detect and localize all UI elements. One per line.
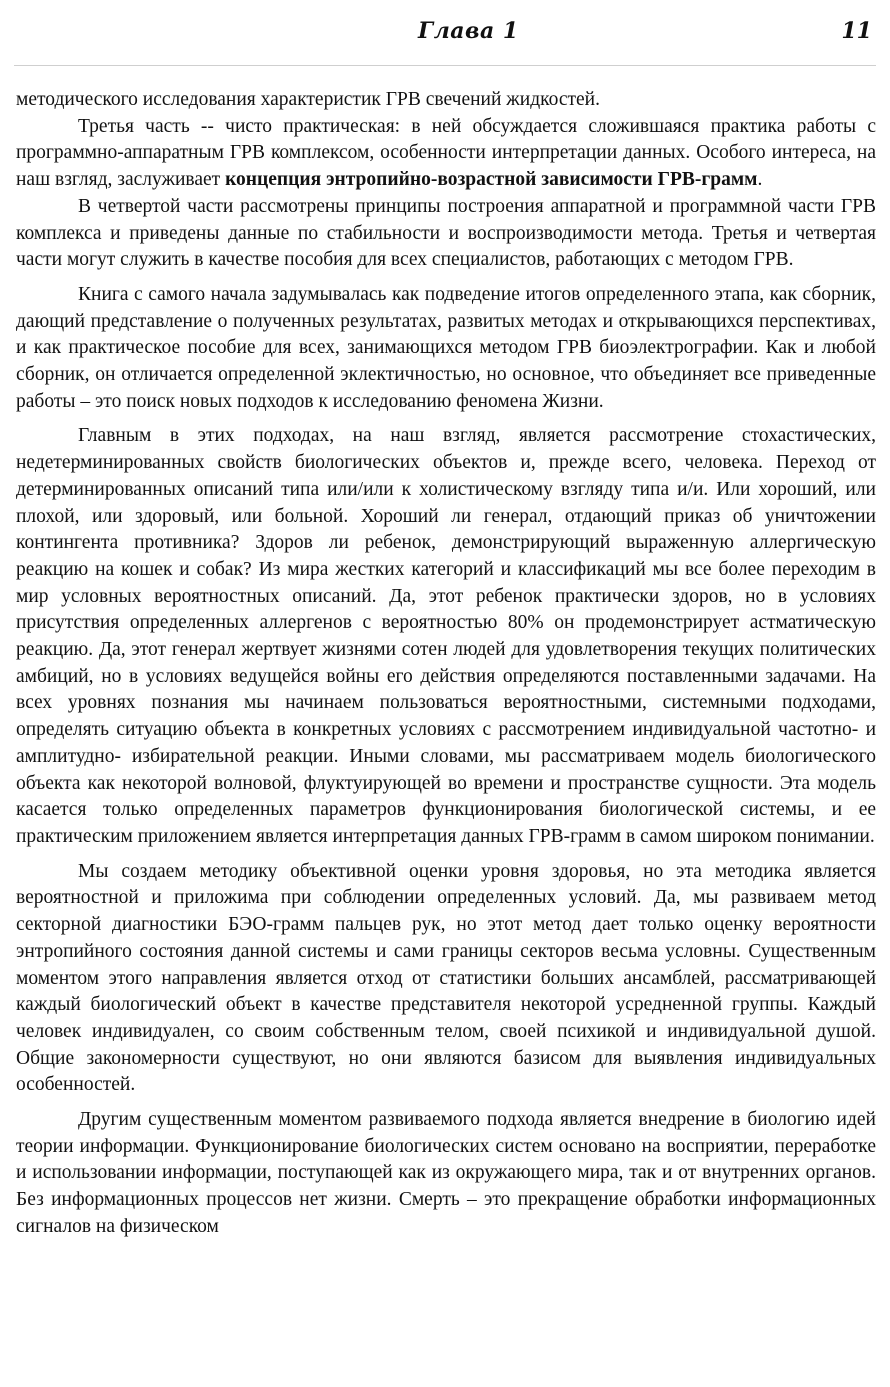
paragraph-4 — [16, 282, 876, 416]
paragraph-2-text: Третья часть -- чисто практическая: в ней обсуждается сложившаяся практика работы с программно-аппаратным ГРВ комплексом, особенности интерпретации данных. Особого интереса, на наш взгляд, заслуживает — [16, 115, 876, 191]
paragraph-5-text: Главным в этих подходах, на наш взгляд, является рассмотрение стохастических, недетерминированных свойств биологических объектов и, прежде всего, человека. Переход от детерминированных описаний типа или/или к холистическому взгляду типа и/и. Или хороший, или плохой, или здоровый, или больной. Хороший ли генерал, отдающий приказ об уничтожении контингента противника? Здоров ли ребенок, демонстрирующий выраженную аллергическую реакцию на кошек и собак? Из мира жестких категорий и классификаций мы все более переходим в мир условных вероятностных описаний. Да, этот ребенок практически здоров, но в условиях присутствия определенных аллергенов с вероятностью 80% он продемонстрирует астматическую реакцию. Да, этот генерал жертвует жизнями сотен людей для удовлетворения текущих политических амбиций, но в условиях ведущейся войны его действия определяются поставленными задачами. На всех уровнях познания мы начинаем пользоваться вероятностными, системными подходами, определять ситуацию объекта в конкретных условиях с рассмотрением индивидуальной частотно- и амплитудно- избирательной реакции. Иными словами, мы рассматриваем модель биологического объекта как некоторой волновой, флуктуирующей во времени и пространстве сущности. Эта модель касается только определенных параметров функционирования биологической системы, и ее практическим приложением является интерпретация данных ГРВ-грамм в самом широком понимании. — [16, 425, 876, 847]
page-header — [0, 0, 890, 80]
paragraph-1 — [16, 87, 876, 114]
page-number: 11 — [841, 18, 872, 44]
body-text — [16, 87, 876, 1241]
paragraph-6-text: Мы создаем методику объективной оценки уровня здоровья, но эта методика является вероятностной и приложима при соблюдении определенных условий. Да, мы развиваем метод секторной диагностики БЭО-грамм пальцев рук, но этот метод дает только оценку вероятности энтропийного состояния данной системы и сами границы секторов весьма условны. Существенным моментом этого направления является отход от статистики больших ансамблей, рассматривающей каждый биологический объект в качестве представителя некоторой усредненной группы. Каждый человек индивидуален, со своим собственным телом, своей психикой и индивидуальной душой. Общие закономерности существуют, но они являются базисом для выявления индивидуальных особенностей. — [16, 860, 876, 1096]
paragraph-7 — [16, 1107, 876, 1241]
paragraph-4-text: Книга с самого начала задумывалась как подведение итогов определенного этапа, как сборник, дающий представление о полученных результатах, развитых методах и открывающихся перспективах, и как практическое пособие для всех, занимающихся методом ГРВ биоэлектрографии. Как и любой сборник, он отличается определенной эклектичностью, но основное, что объединяет все приведенные работы – это поиск новых подходов к исследованию феномена Жизни. — [16, 283, 876, 412]
paragraph-7-text: Другим существенным моментом развиваемого подхода является внедрение в биологию идей теории информации. Функционирование биологических систем основано на восприятии, переработке и использовании информации, поступающей как из окружающего мира, так и от внутренних органов. Без информационных процессов нет жизни. Смерть – это прекращение обработки информационных сигналов на физическом — [16, 1109, 876, 1237]
paragraph-1-text: методического исследования характеристик ГРВ свечений жидкостей. — [16, 89, 600, 110]
paragraph-6 — [16, 859, 876, 1099]
paragraph-2-bold-concept: концепция энтропийно-возрастной зависимости ГРВ-грамм — [225, 169, 758, 191]
paragraph-2 — [16, 114, 876, 194]
paragraph-5 — [16, 423, 876, 850]
chapter-title: Глава 1 — [418, 18, 519, 44]
header-divider — [14, 65, 876, 66]
paragraph-3 — [16, 194, 876, 274]
paragraph-2-end: . — [757, 169, 763, 191]
paragraph-3-text: В четвертой части рассмотрены принципы построения аппаратной и программной части ГРВ комплекса и приведены данные по стабильности и воспроизводимости метода. Третья и четвертая части могут служить в качестве пособия для всех специалистов, работающих с методом ГРВ. — [16, 195, 876, 271]
